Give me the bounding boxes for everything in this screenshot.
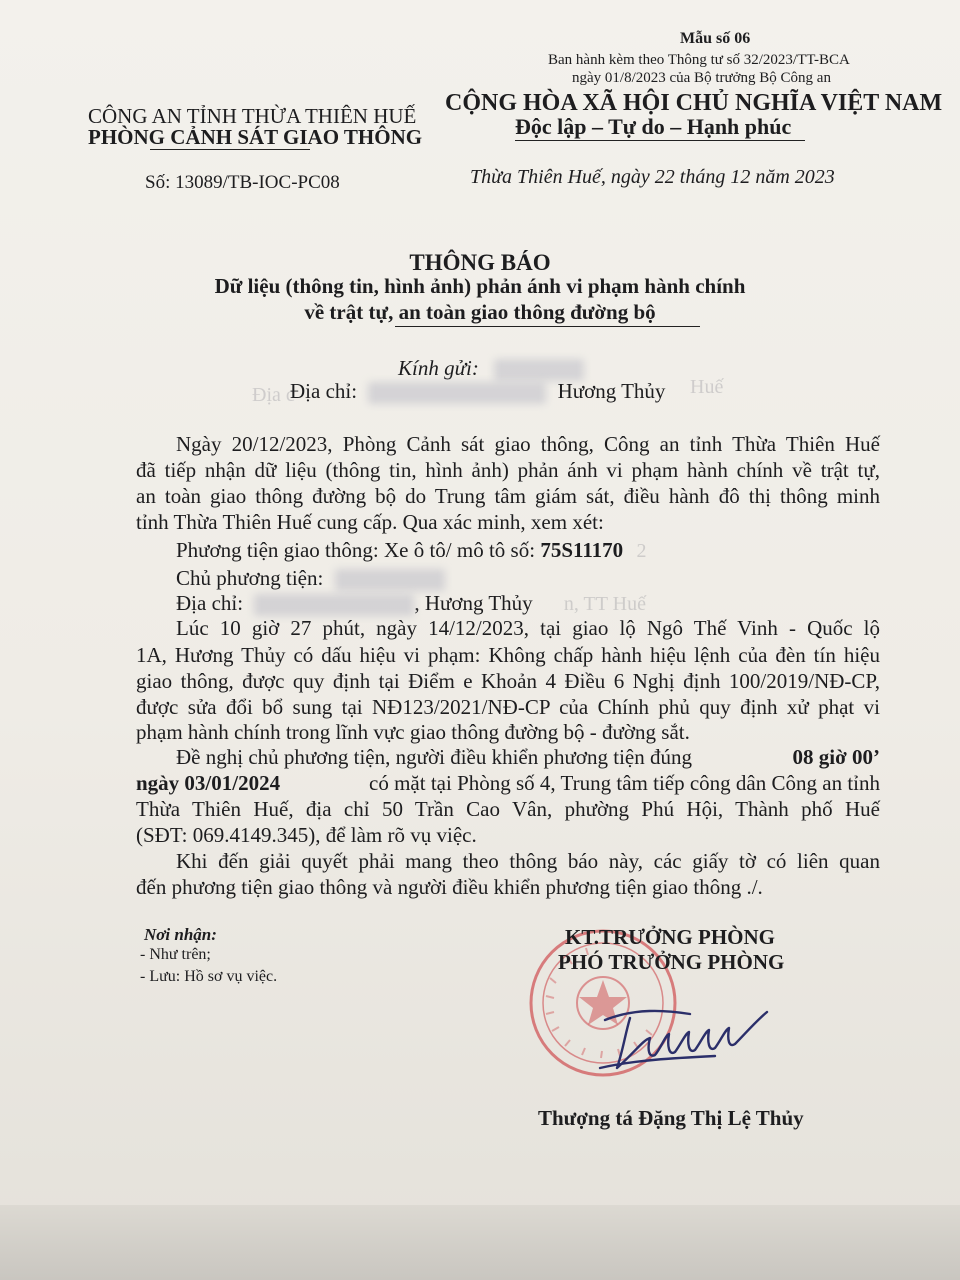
recipient-line (398, 356, 584, 381)
faint-show-through-suffix: Huế (690, 376, 724, 398)
recipient-item-2: - Lưu: Hồ sơ vụ việc. (140, 968, 278, 985)
paragraph-2-line-3: giao thông, được quy định tại Điểm e Khoản 4 Điều 6 Nghị định 100/2019/NĐ-CP, (136, 669, 880, 693)
redacted-owner-address (254, 594, 414, 616)
redacted-owner-name (335, 569, 445, 591)
recipient-address-suffix: Hương Thủy (557, 379, 666, 403)
vehicle-label: Phương tiện giao thông: Xe ô tô/ mô tô số: (176, 538, 536, 562)
owner-label: Chủ phương tiện: (176, 566, 324, 590)
paragraph-1-line-1: Ngày 20/12/2023, Phòng Cảnh sát giao thông, Công an tỉnh Thừa Thiên Huế (176, 432, 880, 456)
appointment-time: 08 giờ 00’ (792, 745, 880, 769)
national-title: CỘNG HÒA XÃ HỘI CHỦ NGHĨA VIỆT NAM (445, 90, 943, 116)
paragraph-3-line-3: Thừa Thiên Huế, địa chỉ 50 Trần Cao Vân, phường Phú Hội, Thành phố Huế (136, 797, 880, 821)
recipient-address-label: Địa chỉ: (290, 379, 358, 403)
signer-name: Thượng tá Đặng Thị Lệ Thủy (538, 1106, 804, 1130)
vehicle-line (176, 537, 920, 564)
owner-address-label: Địa chỉ: (176, 591, 244, 615)
faint-show-through-label: Địa c (252, 384, 295, 406)
signatory-title-1: KT.TRƯỞNG PHÒNG (565, 925, 775, 949)
recipient-item-1: - Như trên; (140, 946, 211, 963)
redacted-recipient-address (368, 382, 546, 404)
issued-by-line-2: ngày 01/8/2023 của Bộ trưởng Bộ Công an (572, 70, 831, 86)
paragraph-4-line-2: đến phương tiện giao thông và người điều khiển phương tiện giao thông ./. (136, 875, 763, 899)
paragraph-3-line-2 (136, 770, 880, 796)
department-underline (150, 149, 310, 150)
document-number: Số: 13089/TB-IOC-PC08 (145, 172, 340, 193)
national-motto: Độc lập – Tự do – Hạnh phúc (515, 114, 792, 139)
paragraph-2-line-1: Lúc 10 giờ 27 phút, ngày 14/12/2023, tại giao lộ Ngô Thế Vinh - Quốc lộ (176, 616, 880, 640)
document-subtitle-2: về trật tự, an toàn giao thông đường bộ (304, 300, 656, 324)
signatory-title-2: PHÓ TRƯỞNG PHÒNG (558, 950, 785, 974)
paragraph-2-line-4: được sửa đổi bổ sung tại NĐ123/2021/NĐ-CP của Chính phủ quy định xử phạt vi (136, 695, 880, 719)
department-name: PHÒNG CẢNH SÁT GIAO THÔNG (88, 125, 423, 149)
paragraph-4-line-1: Khi đến giải quyết phải mang theo thông báo này, các giấy tờ có liên quan (176, 849, 880, 873)
paragraph-1-line-2: đã tiếp nhận dữ liệu (thông tin, hình ảnh) phản ánh vi phạm hành chính về trật tự, (136, 458, 880, 482)
appointment-place: có mặt tại Phòng số 4, Trung tâm tiếp công dân Công an tỉnh (369, 771, 880, 795)
paragraph-2-line-5: phạm hành chính trong lĩnh vực giao thông đường bộ - đường sắt. (136, 720, 690, 744)
faint-show-through-digit: 2 (636, 540, 647, 562)
request-text: Đề nghị chủ phương tiện, người điều khiển phương tiện đúng (176, 745, 692, 769)
agency-name: CÔNG AN TỈNH THỪA THIÊN HUẾ (88, 104, 417, 128)
place-and-date: Thừa Thiên Huế, ngày 22 tháng 12 năm 2023 (470, 166, 835, 188)
paragraph-3-line-4: (SĐT: 069.4149.345), để làm rõ vụ việc. (136, 823, 477, 847)
owner-line (176, 565, 920, 591)
vehicle-plate: 75S11170 (540, 538, 624, 562)
appointment-date: ngày 03/01/2024 (136, 771, 281, 795)
recipients-title: Nơi nhận: (144, 925, 217, 944)
recipient-address-line (290, 379, 665, 404)
form-number: Mẫu số 06 (680, 30, 751, 47)
owner-address-line (176, 590, 920, 617)
paragraph-2-line-2: 1A, Hương Thủy có dấu hiệu vi phạm: Không chấp hành hiệu lệnh của đèn tín hiệu (136, 643, 880, 667)
paragraph-3-line-1 (176, 744, 880, 770)
table-surface (0, 1205, 960, 1280)
motto-underline (515, 140, 805, 141)
recipient-greeting: Kính gửi: (398, 356, 479, 380)
faint-show-through-address: n, TT Huế (563, 593, 646, 615)
signature-icon (595, 1000, 785, 1075)
paragraph-1-line-4: tỉnh Thừa Thiên Huế cung cấp. Qua xác minh, xem xét: (136, 510, 604, 534)
document-subtitle-1: Dữ liệu (thông tin, hình ảnh) phản ánh vi phạm hành chính (214, 274, 746, 298)
subtitle-underline (395, 326, 700, 327)
issued-by-line-1: Ban hành kèm theo Thông tư số 32/2023/TT-BCA (548, 52, 850, 68)
document-title: THÔNG BÁO (409, 250, 551, 275)
redacted-recipient-name (494, 359, 584, 381)
paragraph-1-line-3: an toàn giao thông đường bộ do Trung tâm giám sát, điều hành đô thị thông minh (136, 484, 880, 508)
owner-address-suffix: , Hương Thủy (414, 591, 533, 615)
